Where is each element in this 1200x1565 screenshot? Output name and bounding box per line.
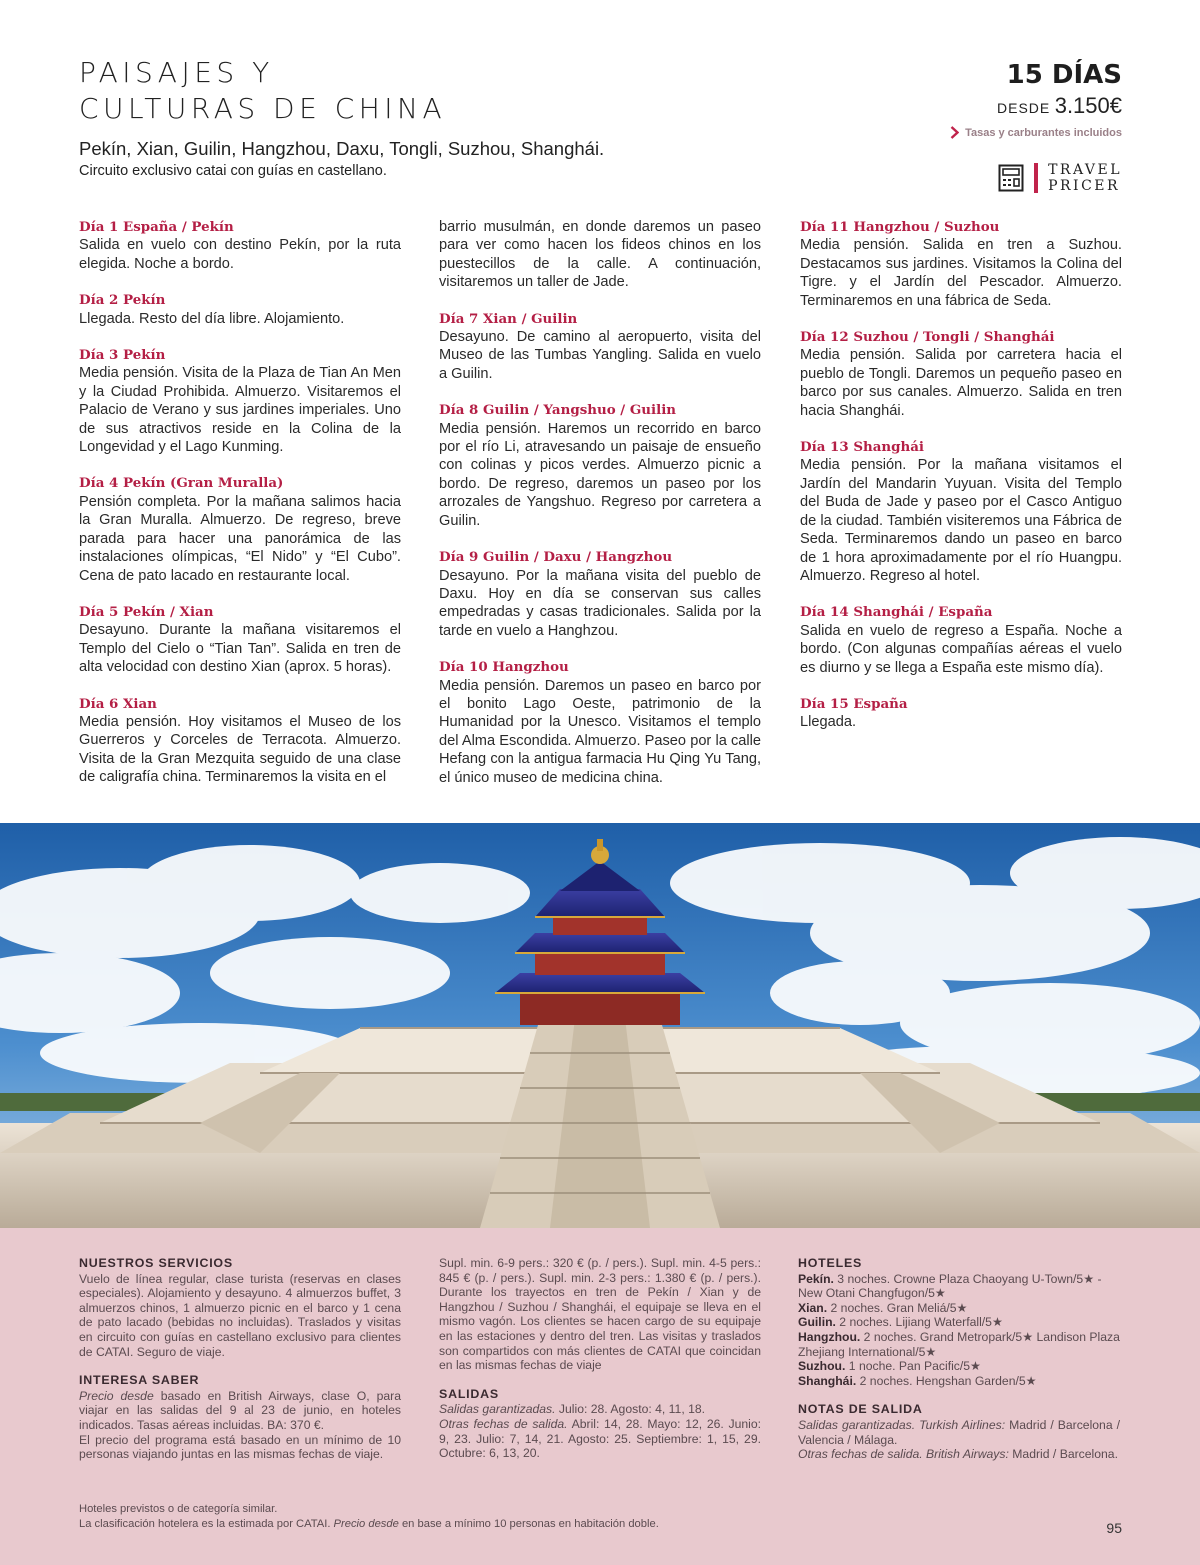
itinerary-day <box>79 603 401 677</box>
footer-line-1: Hoteles previstos o de categoría similar. <box>79 1503 278 1515</box>
hotel-item <box>798 1315 1120 1330</box>
salidas-otras-dates: Abril: 14, 28. Mayo: 12, 26. Junio: 9, 23. Julio: 7, 14, 21. Agosto: 25. Septiembre: 1, 15, 29. Octubre: 6, 13, 20. <box>439 1416 761 1461</box>
route-subtitle: Pekín, Xian, Guilin, Hangzhou, Daxu, Tongli, Suzhou, Shanghái. <box>79 138 605 159</box>
itinerary-day <box>800 438 1122 585</box>
chevron-right-icon <box>950 126 959 139</box>
itinerary-day <box>800 328 1122 420</box>
taxes-text: Tasas y carburantes incluidos <box>965 126 1122 139</box>
travel-pricer-line-2: PRICER <box>1048 178 1121 194</box>
hotel-item <box>798 1301 1120 1316</box>
day-text: Media pensión. Visita de la Plaza de Tian An Men y la Ciudad Prohibida. Almuerzo. Visitaremos el Palacio de Verano y sus jardines imperiales. Uno de sus atractivos reside en la Colina de la Longevidad y el Lago Kunming. <box>79 365 401 456</box>
itinerary-day <box>800 603 1122 677</box>
suplementos-text: Supl. min. 6-9 pers.: 320 € (p. / pers.). Supl. min. 4-5 pers.: 845 € (p. / pers.). Supl. min. 2-3 pers.: 1.380 € (p. / pers.). Durante los trayectos en tren de Pekín / Xian y de Hangzhou / Suzhou / Shanghái, el equipaje se lleva en el mismo vagón. Los clientes se hacen cargo de su equipaje en las estaciones y dentro del tren. Las visitas y traslados son compartidos con más clientes de CATAI que coincidan en las mismas fechas de viaje <box>439 1256 761 1373</box>
day-text: Media pensión. Por la mañana visitamos el Jardín del Mandarin Yuyuan. Visita del Templo del Buda de Jade y paseo por el Casco Antiguo de la ciudad. También visiteremos una Fábrica de Seda. Terminaremos dando un paseo en barco de 1 hora aproximadamente por el río Huangpu. Almuerzo. Regreso al hotel. <box>800 457 1122 584</box>
itinerary-day <box>79 695 401 787</box>
precio-desde-label: Precio desde <box>79 1388 154 1403</box>
itinerary-day-continuation <box>439 218 761 292</box>
travel-pricer-line-1: TRAVEL <box>1048 162 1122 178</box>
itinerary-day <box>79 291 401 328</box>
travel-pricer-bar <box>1034 163 1038 193</box>
salidas-otras <box>439 1417 761 1461</box>
footer-note <box>79 1502 659 1532</box>
hotel-detail: 3 noches. Crowne Plaza Chaoyang U-Town/5★ - New Otani Changfugon/5★ <box>798 1271 1102 1301</box>
salidas-garantizadas-dates: Julio: 28. Agosto: 4, 11, 18. <box>555 1402 706 1417</box>
hotel-city: Guilin. <box>798 1315 836 1330</box>
day-text: Media pensión. Hoy visitamos el Museo de los Guerreros y Corceles de Terracota. Almuerzo. Visita de la Gran Mezquita seguido de una clase de caligrafía china. Terminaremos la visita en el <box>79 713 401 786</box>
itinerary-day <box>439 658 761 787</box>
hotel-city: Suzhou. <box>798 1359 846 1374</box>
notas-label-1: Salidas garantizadas. Turkish Airlines: <box>798 1417 1006 1432</box>
itinerary-column-1 <box>79 218 401 805</box>
info-column-2 <box>439 1256 761 1461</box>
page-title <box>79 55 446 127</box>
interesa-text-1-body: basado en British Airways, clase O, para viajar en las salidas del 9 al 23 de junio, en hoteles indicados. Tasas aéreas incluidas. BA: 370 €. <box>79 1388 401 1432</box>
temple-of-heaven-photo <box>0 823 1200 1228</box>
notas-text-1 <box>798 1418 1120 1447</box>
itinerary-column-3 <box>800 218 1122 750</box>
itinerary-column-2 <box>439 218 761 805</box>
itinerary-day <box>439 310 761 384</box>
day-title: Día 1 España / Pekín <box>79 219 234 235</box>
day-title: Día 12 Suzhou / Tongli / Shanghái <box>800 329 1055 346</box>
salidas-heading: SALIDAS <box>439 1386 499 1401</box>
price-prefix: DESDE <box>997 100 1051 116</box>
hotel-city: Hangzhou. <box>798 1329 861 1344</box>
servicios-text: Vuelo de línea regular, clase turista (reservas en clases especiales). Alojamiento y desayuno. 4 almuerzos buffet, 3 almuerzos chinos, 1 almuerzo picnic en el barco y 1 cena de pato lacado (bebidas no incluidas). Traslados y visitas en circuito con guías en castellano exclusivo para clientes de CATAI. Seguro de viaje. <box>79 1271 401 1359</box>
day-text: Media pensión. Salida en tren a Suzhou. Destacamos sus jardines. Visitamos la Colina del Tigre. y el Jardín del Pescador. Almuerzo. Terminaremos en una fábrica de Seda. <box>800 237 1122 309</box>
itinerary-day <box>439 548 761 640</box>
notas-heading: NOTAS DE SALIDA <box>798 1402 923 1417</box>
day-title: Día 10 Hangzhou <box>439 659 569 676</box>
day-text: Salida en vuelo de regreso a España. Noche a bordo. (Con algunas compañías aéreas el vuelo es diurno y se llega a España este mismo día). <box>800 622 1122 676</box>
day-text: Desayuno. Por la mañana visita del pueblo de Daxu. Hoy en día se conservan sus calles empedradas y casas tradicionales. Salida por la tarde en vuelo a Hanghzou. <box>439 567 761 639</box>
day-text: Salida en vuelo con destino Pekín, por la ruta elegida. Noche a bordo. <box>79 237 401 272</box>
duration-label: 15 DÍAS <box>1006 60 1122 90</box>
day-title: Día 9 Guilin / Daxu / Hangzhou <box>439 549 673 566</box>
notas-body-1: Madrid / Barcelona / Valencia / Málaga. <box>798 1417 1120 1447</box>
info-column-1 <box>79 1256 401 1462</box>
day-text: Media pensión. Haremos un recorrido en barco por el río Li, atravesando un paisaje de ensueño con colinas y picos verdes. Almuerzo picnic a bordo. De regreso, daremos un paseo por los arrozales de Yangshuo. Regreso por carretera a Guilin. <box>439 420 761 529</box>
day-text: Llegada. <box>800 714 856 731</box>
salidas-garantizadas <box>439 1402 761 1417</box>
title-line-1: PAISAJES Y <box>79 56 274 89</box>
salidas-otras-label: Otras fechas de salida. <box>439 1416 568 1431</box>
day-title: Día 11 Hangzhou / Suzhou <box>800 219 1000 235</box>
interesa-heading: INTERESA SABER <box>79 1373 200 1388</box>
day-text: Media pensión. Daremos un paseo en barco por el bonito Lago Oeste, patrimonio de la Humanidad por la Unesco. Visitamos el templo del Alma Escondida. Almuerzo. Paseo por la calle Hefang con la antigua farmacia Hu Qing Yu Tang, el único museo de medicina china. <box>439 677 761 786</box>
hotel-city: Xian. <box>798 1300 828 1315</box>
day-title: Día 3 Pekín <box>79 347 166 364</box>
day-text: barrio musulmán, en donde daremos un paseo para ver como hacen los fideos chinos en los puestecillos de la calle. A continuación, visitaremos un taller de Jade. <box>439 219 761 291</box>
info-panel <box>0 1228 1200 1565</box>
circuit-note: Circuito exclusivo catai con guías en castellano. <box>79 163 387 179</box>
info-column-3 <box>798 1256 1120 1462</box>
notas-text-2 <box>798 1447 1120 1462</box>
footer-line-2a: La clasificación hotelera es la estimada por CATAI. <box>79 1518 334 1530</box>
hoteles-heading: HOTELES <box>798 1256 863 1270</box>
hotel-city: Pekín. <box>798 1271 834 1286</box>
day-title: Día 2 Pekín <box>79 292 166 309</box>
day-text: Llegada. Resto del día libre. Alojamiento. <box>79 310 345 327</box>
day-title: Día 14 Shanghái / España <box>800 604 993 621</box>
day-title: Día 13 Shanghái <box>800 439 925 456</box>
itinerary-day <box>79 218 401 273</box>
itinerary-day <box>800 695 1122 732</box>
day-title: Día 6 Xian <box>79 695 157 712</box>
price-amount: 3.150€ <box>1054 93 1122 118</box>
hotel-item <box>798 1374 1120 1389</box>
hotel-detail: 1 noche. Pan Pacific/5★ <box>845 1359 981 1374</box>
day-title: Día 8 Guilin / Yangshuo / Guilin <box>439 402 677 419</box>
taxes-note <box>950 126 1122 139</box>
page-number: 95 <box>1106 1520 1122 1536</box>
hotel-item <box>798 1272 1120 1301</box>
day-text: Desayuno. De camino al aeropuerto, visita del Museo de las Tumbas Yangling. Salida en vuelo a Guilin. <box>439 329 761 382</box>
footer-precio-desde: Precio desde <box>333 1518 399 1530</box>
hotel-city: Shanghái. <box>798 1373 857 1388</box>
day-title: Día 15 España <box>800 695 908 712</box>
itinerary-day <box>79 474 401 584</box>
calculator-icon <box>998 164 1024 192</box>
interesa-text-1 <box>79 1389 401 1433</box>
day-text: Desayuno. Durante la mañana visitaremos el Templo del Cielo o “Tian Tan”. Salida en tren de alta velocidad con destino Xian (aprox. 5 horas). <box>79 622 401 676</box>
temple-illustration <box>0 823 1200 1228</box>
servicios-heading: NUESTROS SERVICIOS <box>79 1256 233 1270</box>
day-text: Pensión completa. Por la mañana salimos hacia la Gran Muralla. Almuerzo. De regreso, breve parada para hacer una panorámica de las instalaciones olímpicas, “El Nido” y “El Cubo”. Cena de pato lacado en restaurante local. <box>79 493 401 584</box>
hotel-detail: 2 noches. Hengshan Garden/5★ <box>856 1373 1037 1388</box>
hotel-detail: 2 noches. Lijiang Waterfall/5★ <box>835 1315 1003 1330</box>
hotel-item <box>798 1359 1120 1374</box>
itinerary-day <box>79 346 401 456</box>
travel-pricer-logo <box>998 162 1122 194</box>
day-text: Media pensión. Salida por carretera hacia el pueblo de Tongli. Daremos un pequeño paseo en barco por sus canales. Almuerzo. Salida en tren hacia Shanghái. <box>800 347 1122 419</box>
day-title: Día 5 Pekín / Xian <box>79 603 214 620</box>
notas-label-2: Otras fechas de salida. British Airways: <box>798 1447 1009 1462</box>
price-block <box>997 93 1122 119</box>
travel-pricer-text <box>1048 162 1122 194</box>
salidas-garantizadas-label: Salidas garantizadas. <box>439 1402 556 1417</box>
notas-body-2: Madrid / Barcelona. <box>1008 1447 1118 1462</box>
itinerary-day <box>439 401 761 530</box>
footer-line-2 <box>79 1517 659 1532</box>
title-line-2: CULTURAS DE CHINA <box>79 92 447 125</box>
day-title: Día 7 Xian / Guilin <box>439 310 578 327</box>
hotel-item <box>798 1330 1120 1359</box>
footer-line-2c: en base a mínimo 10 personas en habitación doble. <box>398 1518 659 1530</box>
hotel-detail: 2 noches. Gran Meliá/5★ <box>827 1300 968 1315</box>
hotel-detail: 2 noches. Grand Metropark/5★ Landison Plaza Zhejiang International/5★ <box>798 1329 1120 1359</box>
day-title: Día 4 Pekín (Gran Muralla) <box>79 475 284 492</box>
interesa-text-2: El precio del programa está basado en un mínimo de 10 personas viajando juntas en las mismas fechas de viaje. <box>79 1432 401 1462</box>
itinerary-day <box>800 218 1122 310</box>
